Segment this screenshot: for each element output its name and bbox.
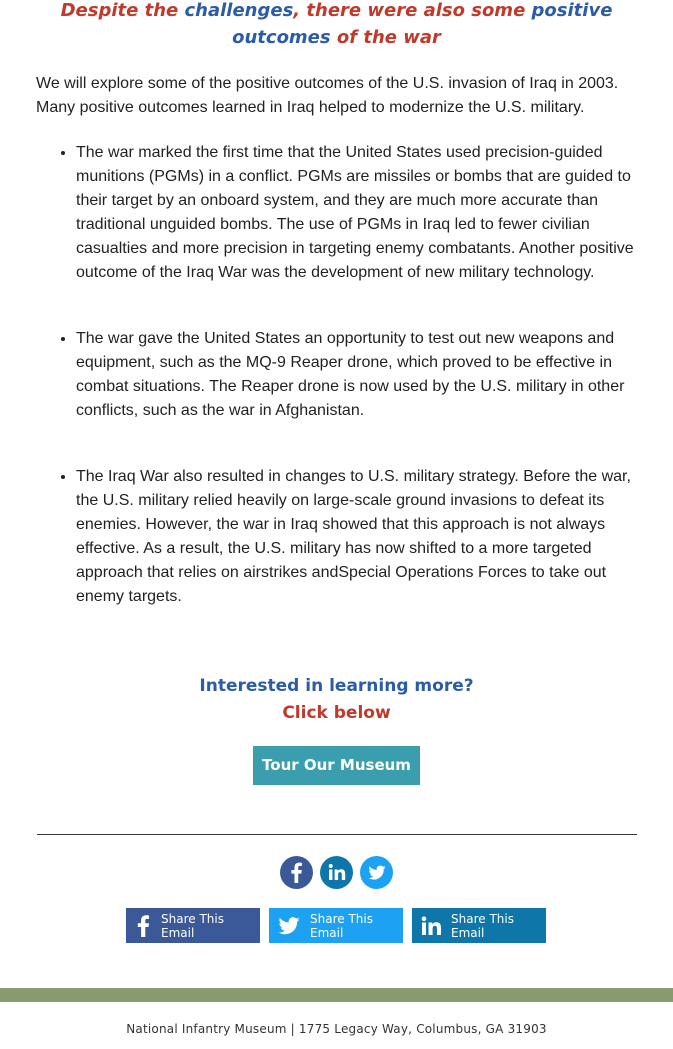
headline-part-4: positive outcomes bbox=[232, 0, 613, 48]
cta-click-below: Click below bbox=[282, 703, 391, 723]
share-label: Share This Email bbox=[161, 911, 224, 940]
call-to-action bbox=[0, 673, 673, 727]
cta-question: Interested in learning more? bbox=[199, 676, 474, 696]
list-item: • The war gave the United States an opportunity to test out new weapons and equipment, such as the MQ-9 Reaper drone, which proved to be effective in combat situations. The Reaper drone is now used by the U.S. military in other conflicts, such as the war in Afghanistan. bbox=[76, 327, 636, 423]
share-label: Share This Email bbox=[451, 911, 514, 940]
social-icons-row bbox=[280, 856, 393, 889]
divider bbox=[37, 834, 637, 835]
intro-paragraph: We will explore some of the positive outcomes of the U.S. invasion of Iraq in 2003. Many positive outcomes learned in Iraq helped to modernize the U.S. military. bbox=[36, 75, 619, 116]
twitter-icon[interactable] bbox=[360, 856, 393, 889]
facebook-icon[interactable] bbox=[280, 856, 313, 889]
facebook-icon bbox=[135, 915, 151, 937]
headline-part-2: challenges bbox=[184, 0, 294, 21]
share-buttons-row bbox=[126, 908, 546, 943]
headline-part-3: , there were also some bbox=[293, 0, 532, 21]
list-item: • The Iraq War also resulted in changes to U.S. military strategy. Before the war, the U.S. military relied heavily on large-scale ground invasions to defeat its enemies. However, the war in Iraq showed that this approach is not always effective. As a result, the U.S. military has now shifted to a more targeted approach that relies on airstrikes andSpecial Operations Forces to take out enemy targets. bbox=[76, 465, 636, 609]
footer-address: National Infantry Museum | 1775 Legacy Way, Columbus, GA 31903 bbox=[126, 1022, 547, 1036]
headline bbox=[0, 0, 673, 51]
twitter-share-button[interactable] bbox=[269, 908, 403, 943]
list-item: • The war marked the first time that the United States used precision-guided munitions (PGMs) in a conflict. PGMs are missiles or bombs that are guided to their target by an onboard system, and they are much more accurate than traditional unguided bombs. The use of PGMs in Iraq led to fewer civilian casualties and more precision in targeting enemy combatants. Another positive outcome of the Iraq War was the development of new military technology. bbox=[76, 141, 636, 285]
linkedin-icon bbox=[421, 916, 441, 936]
outcomes-list bbox=[36, 141, 636, 609]
headline-part-1: Despite the bbox=[60, 0, 185, 21]
footer-bar bbox=[0, 988, 673, 1002]
tour-museum-button[interactable]: Tour Our Museum bbox=[253, 746, 420, 785]
linkedin-icon[interactable] bbox=[320, 856, 353, 889]
twitter-icon bbox=[278, 917, 300, 935]
linkedin-share-button[interactable] bbox=[412, 908, 546, 943]
headline-part-5: of the war bbox=[330, 27, 441, 48]
facebook-share-button[interactable] bbox=[126, 908, 260, 943]
share-label: Share This Email bbox=[310, 911, 373, 940]
